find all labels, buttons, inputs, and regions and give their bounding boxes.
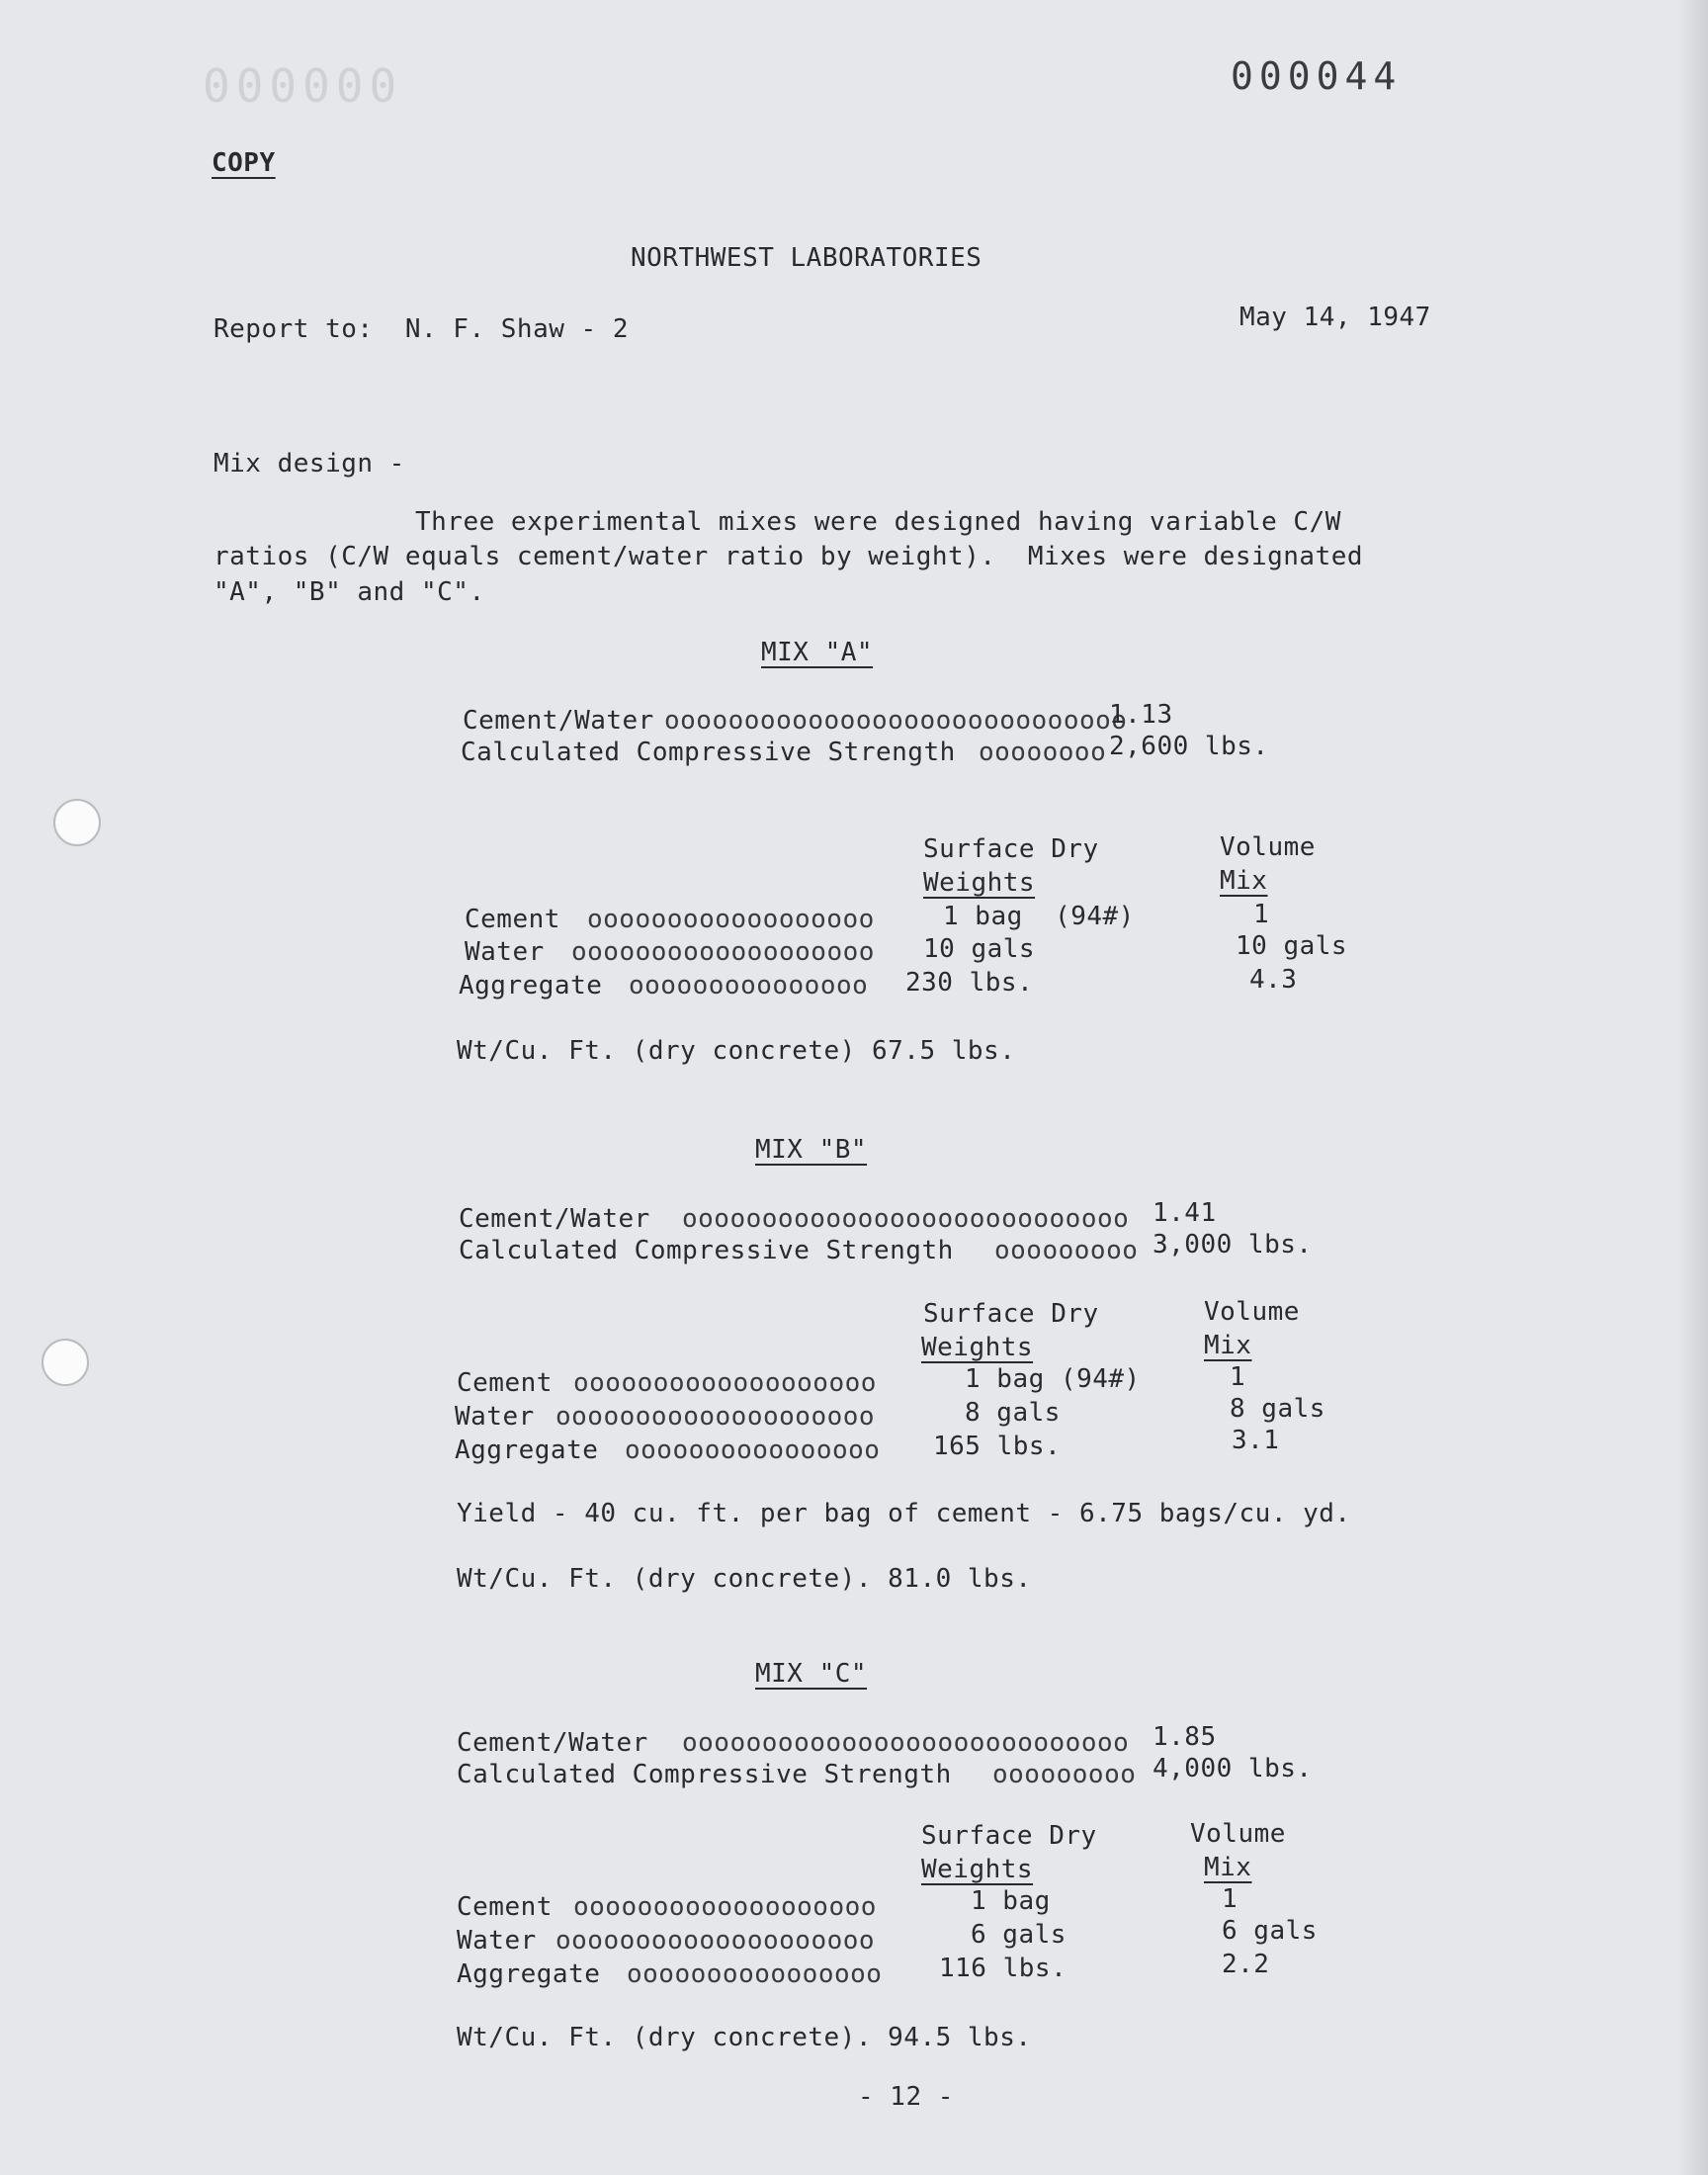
mix-a-header-weights-1: Surface Dry xyxy=(923,834,1099,864)
mix-b-row-volume: 1 xyxy=(1230,1362,1246,1392)
mix-b-cw-label: Cement/Water xyxy=(459,1204,650,1234)
mix-b-row-label: Water xyxy=(455,1402,535,1432)
mix-b-header-weights-2: Weights xyxy=(921,1333,1034,1362)
report-date: May 14, 1947 xyxy=(1239,303,1431,332)
mix-c-row-volume: 2.2 xyxy=(1222,1950,1270,1979)
mix-c-title: MIX "C" xyxy=(755,1659,868,1689)
mix-a-row-weight: 1 bag (94#) xyxy=(943,902,1135,931)
mix-b-row-volume: 8 gals xyxy=(1230,1394,1325,1424)
leader-dots: oooooooooooooooooooooooooooo xyxy=(682,1204,1130,1234)
mix-c-strength-value: 4,000 lbs. xyxy=(1153,1754,1313,1784)
mix-b-header-weights-1: Surface Dry xyxy=(923,1299,1099,1329)
mix-a-cw-value: 1.13 xyxy=(1109,700,1173,730)
mix-b-title: MIX "B" xyxy=(755,1135,868,1165)
mix-b-row-label: Cement xyxy=(457,1368,553,1398)
mix-b-cw-value: 1.41 xyxy=(1153,1198,1217,1228)
mix-a-row-weight: 10 gals xyxy=(923,934,1036,964)
mix-b-strength-label: Calculated Compressive Strength xyxy=(459,1236,954,1265)
leader-dots: oooooooooooooooo xyxy=(625,1436,881,1465)
mix-a-header-volume-1: Volume xyxy=(1220,832,1316,862)
mix-b-note-weight: Wt/Cu. Ft. (dry concrete). 81.0 lbs. xyxy=(457,1564,1032,1594)
mix-a-row-weight: 230 lbs. xyxy=(905,968,1034,998)
bleed-through-number: 000000 xyxy=(203,59,403,113)
leader-dots: ooooooooooooooooooooooooooooo xyxy=(664,706,1128,736)
mix-b-row-volume: 3.1 xyxy=(1232,1426,1280,1455)
leader-dots: ooooooooo xyxy=(994,1236,1139,1265)
leader-dots: ooooooooooooooooooo xyxy=(571,937,875,967)
mix-c-header-volume-1: Volume xyxy=(1190,1819,1286,1849)
mix-a-row-volume: 10 gals xyxy=(1236,931,1348,961)
copy-label: COPY xyxy=(212,148,276,178)
leader-dots: ooooooooooooooo xyxy=(629,971,869,1000)
mix-b-row-label: Aggregate xyxy=(455,1436,599,1465)
mix-c-header-volume-2: Mix xyxy=(1204,1853,1252,1882)
mix-a-note: Wt/Cu. Ft. (dry concrete) 67.5 lbs. xyxy=(457,1036,1016,1066)
mix-c-row-weight: 6 gals xyxy=(971,1920,1067,1950)
mix-b-strength-value: 3,000 lbs. xyxy=(1153,1230,1313,1260)
mix-b-header-volume-1: Volume xyxy=(1204,1297,1300,1327)
page-number: - 12 - xyxy=(858,2082,954,2112)
mix-c-cw-value: 1.85 xyxy=(1153,1722,1217,1752)
mix-c-row-label: Aggregate xyxy=(457,1959,601,1989)
mix-c-row-weight: 1 bag xyxy=(971,1886,1051,1916)
mix-c-row-label: Water xyxy=(457,1926,537,1956)
mix-b-note-yield: Yield - 40 cu. ft. per bag of cement - 6.75 bags/cu. yd. xyxy=(457,1499,1351,1528)
organization-heading: NORTHWEST LABORATORIES xyxy=(631,243,982,273)
punch-hole xyxy=(53,799,101,846)
mix-c-header-weights-2: Weights xyxy=(921,1855,1034,1884)
mix-a-row-label: Water xyxy=(465,937,545,967)
intro-line-3: "A", "B" and "C". xyxy=(214,577,485,607)
mix-a-row-volume: 1 xyxy=(1253,900,1270,929)
report-to-line: Report to: N. F. Shaw - 2 xyxy=(214,314,629,344)
mix-c-note: Wt/Cu. Ft. (dry concrete). 94.5 lbs. xyxy=(457,2023,1032,2052)
mix-a-row-label: Aggregate xyxy=(459,971,603,1000)
leader-dots: oooooooooooooooooooo xyxy=(555,1402,876,1432)
leader-dots: oooooooo xyxy=(979,738,1107,767)
mix-c-cw-label: Cement/Water xyxy=(457,1728,648,1758)
mix-a-header-weights-2: Weights xyxy=(923,868,1036,898)
intro-line-2: ratios (C/W equals cement/water ratio by weight). Mixes were designated xyxy=(214,542,1364,571)
mix-c-row-volume: 1 xyxy=(1222,1884,1238,1914)
leader-dots: ooooooooooooooooooo xyxy=(573,1368,877,1398)
mix-b-row-weight: 165 lbs. xyxy=(933,1432,1062,1461)
mix-c-strength-label: Calculated Compressive Strength xyxy=(457,1760,952,1789)
leader-dots: oooooooooooooooooooo xyxy=(555,1926,876,1956)
mix-c-header-weights-1: Surface Dry xyxy=(921,1821,1097,1851)
leader-dots: oooooooooooooooooooooooooooo xyxy=(682,1728,1130,1758)
mix-c-row-volume: 6 gals xyxy=(1222,1916,1318,1946)
mix-a-strength-label: Calculated Compressive Strength xyxy=(461,738,956,767)
mix-a-row-volume: 4.3 xyxy=(1249,965,1298,995)
intro-line-1: Three experimental mixes were designed having variable C/W xyxy=(415,507,1341,537)
leader-dots: ooooooooo xyxy=(992,1760,1137,1789)
mix-a-cw-label: Cement/Water xyxy=(463,706,654,736)
document-number: 000044 xyxy=(1231,54,1403,98)
mix-c-row-label: Cement xyxy=(457,1892,553,1922)
mix-b-row-weight: 8 gals xyxy=(965,1398,1061,1428)
mix-a-strength-value: 2,600 lbs. xyxy=(1109,732,1269,761)
section-heading: Mix design - xyxy=(214,449,405,478)
mix-a-title: MIX "A" xyxy=(761,638,874,667)
mix-b-row-weight: 1 bag (94#) xyxy=(965,1364,1141,1394)
mix-a-row-label: Cement xyxy=(465,905,560,934)
leader-dots: oooooooooooooooooo xyxy=(587,905,875,934)
mix-b-header-volume-2: Mix xyxy=(1204,1331,1252,1360)
leader-dots: oooooooooooooooo xyxy=(627,1959,883,1989)
punch-hole xyxy=(42,1339,89,1386)
mix-c-row-weight: 116 lbs. xyxy=(939,1954,1068,1983)
mix-a-header-volume-2: Mix xyxy=(1220,866,1268,896)
leader-dots: ooooooooooooooooooo xyxy=(573,1892,877,1922)
